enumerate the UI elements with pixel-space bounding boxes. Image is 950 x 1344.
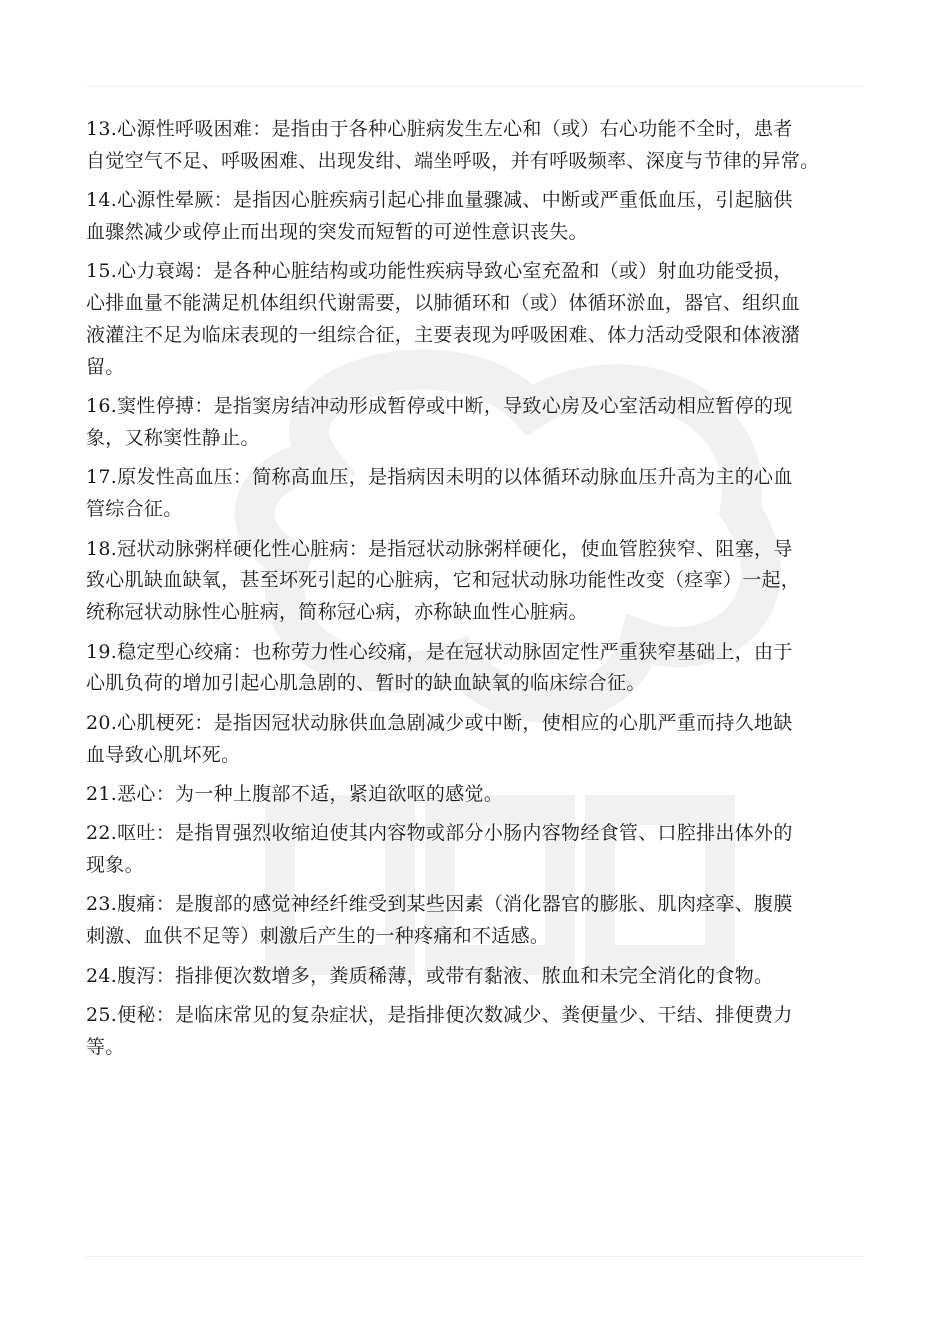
entry-line: 17.原发性高血压：简称高血压，是指病因未明的以体循环动脉血压升高为主的心血 xyxy=(86,466,793,489)
definition-entry xyxy=(86,961,876,993)
entry-line: 自觉空气不足、呼吸困难、出现发绀、端坐呼吸，并有呼吸频率、深度与节律的异常。 xyxy=(86,149,820,172)
entry-line: 血骤然减少或停止而出现的突发而短暂的可逆性意识丧失。 xyxy=(86,220,588,243)
entry-line: 致心肌缺血缺氧，甚至坏死引起的心脏病，它和冠状动脉功能性改变（痉挛）一起， xyxy=(86,569,801,592)
entry-line: 血导致心肌坏死。 xyxy=(86,743,241,766)
entry-line: 21.恶心：为一种上腹部不适，紧迫欲呕的感觉。 xyxy=(86,782,504,805)
entry-line: 现象。 xyxy=(86,854,144,877)
entry-line: 15.心力衰竭：是各种心脏结构或功能性疾病导致心室充盈和（或）射血功能受损， xyxy=(86,260,793,283)
entry-line: 心排血量不能满足机体组织代谢需要，以肺循环和（或）体循环淤血，器官、组织血 xyxy=(86,292,801,315)
entry-line: 18.冠状动脉粥样硬化性心脏病：是指冠状动脉粥样硬化，使血管腔狭窄、阻塞，导 xyxy=(86,537,793,560)
entry-line: 16.窦性停搏：是指窦房结冲动形成暂停或中断，导致心房及心室活动相应暂停的现 xyxy=(86,395,793,418)
definition-entry xyxy=(86,637,876,701)
definition-entry xyxy=(86,256,876,383)
entry-line: 心肌负荷的增加引起心肌急剧的、暂时的缺血缺氧的临床综合征。 xyxy=(86,672,646,695)
document-body xyxy=(86,114,876,1071)
definition-entry xyxy=(86,114,876,178)
entry-line: 统称冠状动脉性心脏病，简称冠心病，亦称缺血性心脏病。 xyxy=(86,601,588,624)
definition-entry xyxy=(86,708,876,772)
entry-line: 液灌注不足为临床表现的一组综合征，主要表现为呼吸困难、体力活动受限和体液潴 xyxy=(86,323,801,346)
entry-line: 刺激、血供不足等）刺激后产生的一种疼痛和不适感。 xyxy=(86,925,550,948)
entry-line: 留。 xyxy=(86,355,125,378)
definition-entry xyxy=(86,889,876,953)
entry-line: 19.稳定型心绞痛：也称劳力性心绞痛，是在冠状动脉固定性严重狭窄基础上，由于 xyxy=(86,640,793,663)
definition-entry xyxy=(86,1000,876,1064)
entry-line: 23.腹痛：是腹部的感觉神经纤维受到某些因素（消化器官的膨胀、肌肉痉挛、腹膜 xyxy=(86,893,793,916)
definition-entry xyxy=(86,462,876,526)
entry-line: 管综合征。 xyxy=(86,498,183,521)
definition-entry xyxy=(86,185,876,249)
definition-entry xyxy=(86,391,876,455)
header-divider xyxy=(86,86,864,87)
definition-entry xyxy=(86,779,876,811)
definition-entry xyxy=(86,534,876,629)
entry-line: 24.腹泻：指排便次数增多，粪质稀薄，或带有黏液、脓血和未完全消化的食物。 xyxy=(86,964,774,987)
entry-line: 20.心肌梗死：是指因冠状动脉供血急剧减少或中断，使相应的心肌严重而持久地缺 xyxy=(86,711,793,734)
entry-line: 14.心源性晕厥：是指因心脏疾病引起心排血量骤减、中断或严重低血压，引起脑供 xyxy=(86,189,793,212)
definition-entry xyxy=(86,818,876,882)
entry-line: 22.呕吐：是指胃强烈收缩迫使其内容物或部分小肠内容物经食管、口腔排出体外的 xyxy=(86,822,793,845)
entry-line: 象，又称窦性静止。 xyxy=(86,426,260,449)
entry-line: 25.便秘：是临床常见的复杂症状，是指排便次数减少、粪便量少、干结、排便费力 xyxy=(86,1004,793,1027)
entry-line: 13.心源性呼吸困难：是指由于各种心脏病发生左心和（或）右心功能不全时，患者 xyxy=(86,118,793,140)
entry-line: 等。 xyxy=(86,1035,125,1058)
footer-divider xyxy=(86,1256,864,1257)
